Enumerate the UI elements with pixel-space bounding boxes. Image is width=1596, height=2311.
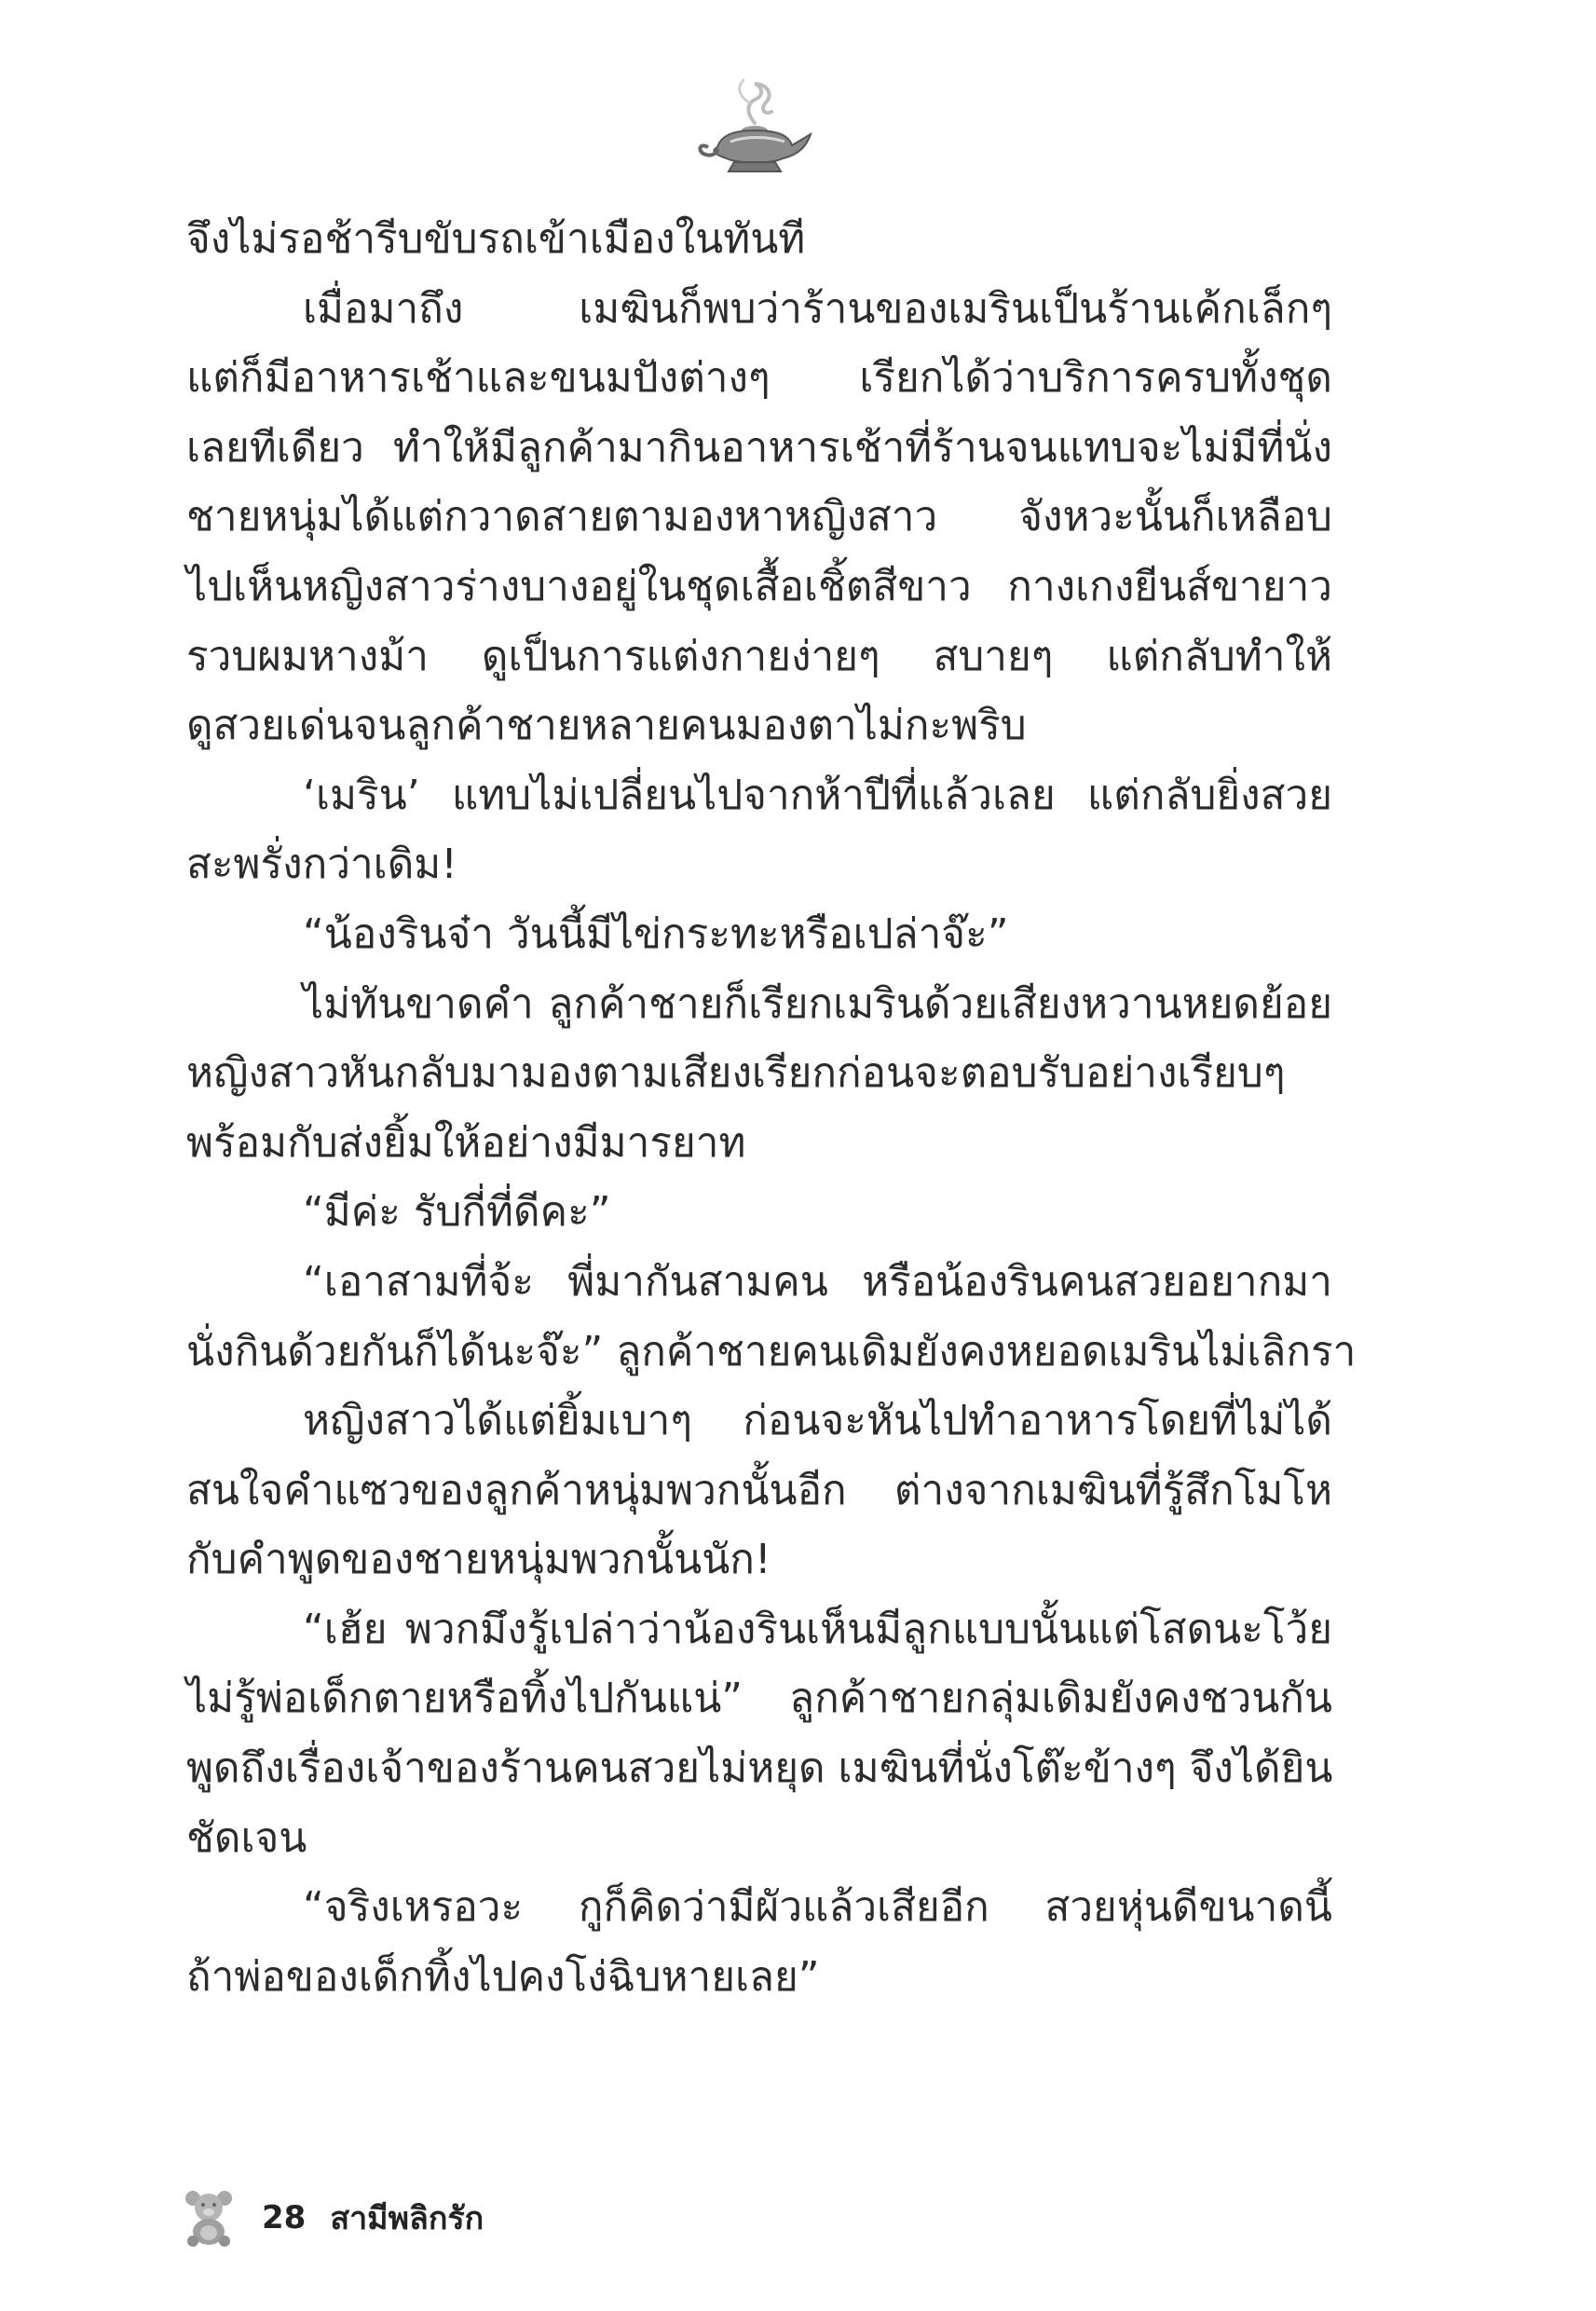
text-line: “เอาสามที่จ้ะ พี่มากันสามคน หรือน้องรินคนสวยอยากมา (303, 1257, 1332, 1306)
teddy-bear-icon (182, 2189, 236, 2247)
text-line: “จริงเหรอวะ กูก็คิดว่ามีผัวแล้วเสียอีก สวยหุ่นดีขนาดนี้ (303, 1883, 1332, 1932)
text-line: เลยทีเดียว ทำให้มีลูกค้ามากินอาหารเช้าที่ร้านจนแทบจะไม่มีที่นั่ง (186, 423, 1332, 472)
text-line: ไม่รู้พ่อเด็กตายหรือทิ้งไปกันแน่” ลูกค้าชายกลุ่มเดิมยังคงชวนกัน (186, 1675, 1332, 1723)
text-line: หญิงสาวหันกลับมามองตามเสียงเรียกก่อนจะตอบรับอย่างเรียบๆ (186, 1049, 1286, 1098)
text-line: “เฮ้ย พวกมึงรู้เปล่าว่าน้องรินเห็นมีลูกแบบนั้นแต่โสดนะโว้ย (303, 1605, 1332, 1653)
text-line: ชายหนุ่มได้แต่กวาดสายตามองหาหญิงสาว จังหวะนั้นก็เหลือบ (186, 493, 1332, 541)
text-line: จึงไม่รอช้ารีบขับรถเข้าเมืองในทันที (186, 215, 806, 263)
magic-lamp-icon (689, 75, 820, 186)
text-line: สนใจคำแซวของลูกค้าหนุ่มพวกนั้นอีก ต่างจากเมฆินที่รู้สึกโมโห (186, 1466, 1332, 1514)
text-line: สะพรั่งกว่าเดิม! (186, 841, 457, 889)
text-line: เมื่อมาถึง เมฆินก็พบว่าร้านของเมรินเป็นร้านเค้กเล็กๆ (303, 284, 1332, 333)
text-line: ‘เมริน’ แทบไม่เปลี่ยนไปจากห้าปีที่แล้วเลย แต่กลับยิ่งสวย (303, 771, 1332, 819)
text-line: แต่ก็มีอาหารเช้าและขนมปังต่างๆ เรียกได้ว่าบริการครบทั้งชุด (186, 354, 1332, 403)
text-line: ไปเห็นหญิงสาวร่างบางอยู่ในชุดเสื้อเชิ้ตสีขาว กางเกงยีนส์ขายาว (186, 562, 1332, 610)
text-line: ชัดเจน (186, 1813, 307, 1862)
text-line: พร้อมกับส่งยิ้มให้อย่างมีมารยาท (186, 1118, 746, 1167)
text-line: ถ้าพ่อของเด็กทิ้งไปคงโง่ฉิบหายเลย” (186, 1952, 820, 2001)
text-line: หญิงสาวได้แต่ยิ้มเบาๆ ก่อนจะหันไปทำอาหารโดยที่ไม่ได้ (303, 1397, 1332, 1445)
page-number: 28 (262, 2199, 307, 2236)
body-text (186, 205, 1357, 2012)
book-title: สามีพลิกรัก (330, 2200, 484, 2237)
text-line: พูดถึงเรื่องเจ้าของร้านคนสวยไม่หยุด เมฆินที่นั่งโต๊ะข้างๆ จึงได้ยิน (186, 1744, 1333, 1793)
text-line: “มีค่ะ รับกี่ที่ดีคะ” (303, 1188, 611, 1237)
text-line: ไม่ทันขาดคำ ลูกค้าชายก็เรียกเมรินด้วยเสียงหวานหยดย้อย (303, 979, 1332, 1028)
text-line: รวบผมหางม้า ดูเป็นการแต่งกายง่ายๆ สบายๆ แต่กลับทำให้ (186, 632, 1332, 680)
text-line: กับคำพูดของชายหนุ่มพวกนั้นนัก! (186, 1536, 771, 1584)
text-line: ดูสวยเด่นจนลูกค้าชายหลายคนมองตาไม่กะพริบ (186, 702, 1027, 750)
page-footer (182, 2185, 484, 2250)
text-line: “น้องรินจ๋า วันนี้มีไข่กระทะหรือเปล่าจ๊ะ” (303, 909, 1009, 958)
text-line: นั่งกินด้วยกันก็ได้นะจ๊ะ” ลูกค้าชายคนเดิมยังคงหยอดเมรินไม่เลิกรา (186, 1327, 1357, 1375)
